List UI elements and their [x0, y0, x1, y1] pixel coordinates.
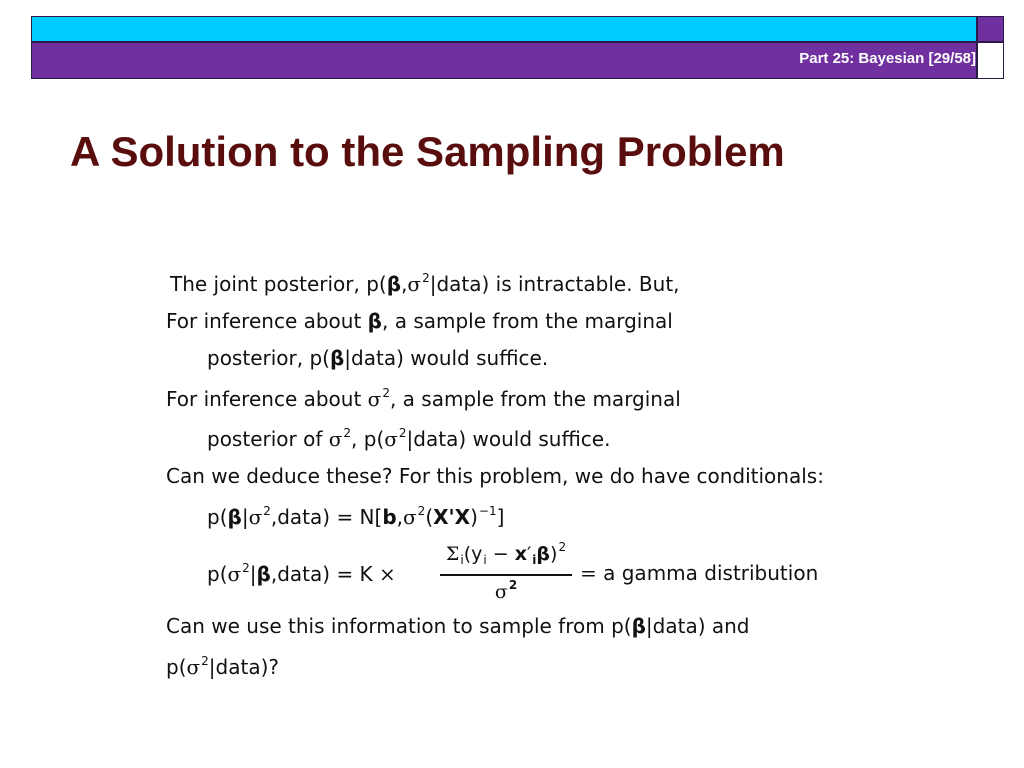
equation-beta-conditional: $p(\beta|\sigma^2,data) = N[b,\sigma^2(X'X)^{-1}]$ — [207, 504, 505, 529]
body-line-joint-posterior: The joint posterior, $p(\beta,\sigma^2|data)$ is intractable. But, — [170, 271, 680, 296]
body-line-conditionals: Can we deduce these? For this problem, we do have conditionals: — [166, 464, 824, 488]
body-line-inference-beta: For inference about β, a sample from the marginal — [166, 309, 673, 333]
header-top-bar — [31, 16, 977, 42]
fraction-denominator: $\sigma^2$ — [494, 578, 518, 603]
body-line-marginal-sigma: posterior of $\sigma^2$, $p(\sigma^2|data)$ would suffice. — [207, 426, 611, 451]
body-line-sampling-question: Can we use this information to sample from p(β|data) and — [166, 614, 750, 638]
body-line-sigma-question: $p(\sigma^2|data)$? — [166, 654, 280, 679]
body-line-marginal-beta: posterior, p(β|data) would suffice. — [207, 346, 549, 370]
fraction-bar — [440, 574, 572, 576]
equation-sigma-conditional: $p(\sigma^2|\beta,data) = K$ × — [207, 561, 396, 586]
body-line-inference-sigma: For inference about $\sigma^2$, a sample from the marginal — [166, 386, 681, 411]
equation-gamma-label: = a gamma distribution — [580, 561, 819, 585]
fraction-numerator: $\Sigma_i(y_i - x'_i\beta)^2$ — [445, 540, 567, 567]
header-corner-square-bottom — [977, 42, 1004, 79]
header-corner-square-top — [977, 16, 1004, 42]
equation-fraction — [438, 540, 574, 606]
slide-title: A Solution to the Sampling Problem — [70, 128, 785, 175]
slide-number-label: Part 25: Bayesian [29/58] — [799, 50, 976, 67]
